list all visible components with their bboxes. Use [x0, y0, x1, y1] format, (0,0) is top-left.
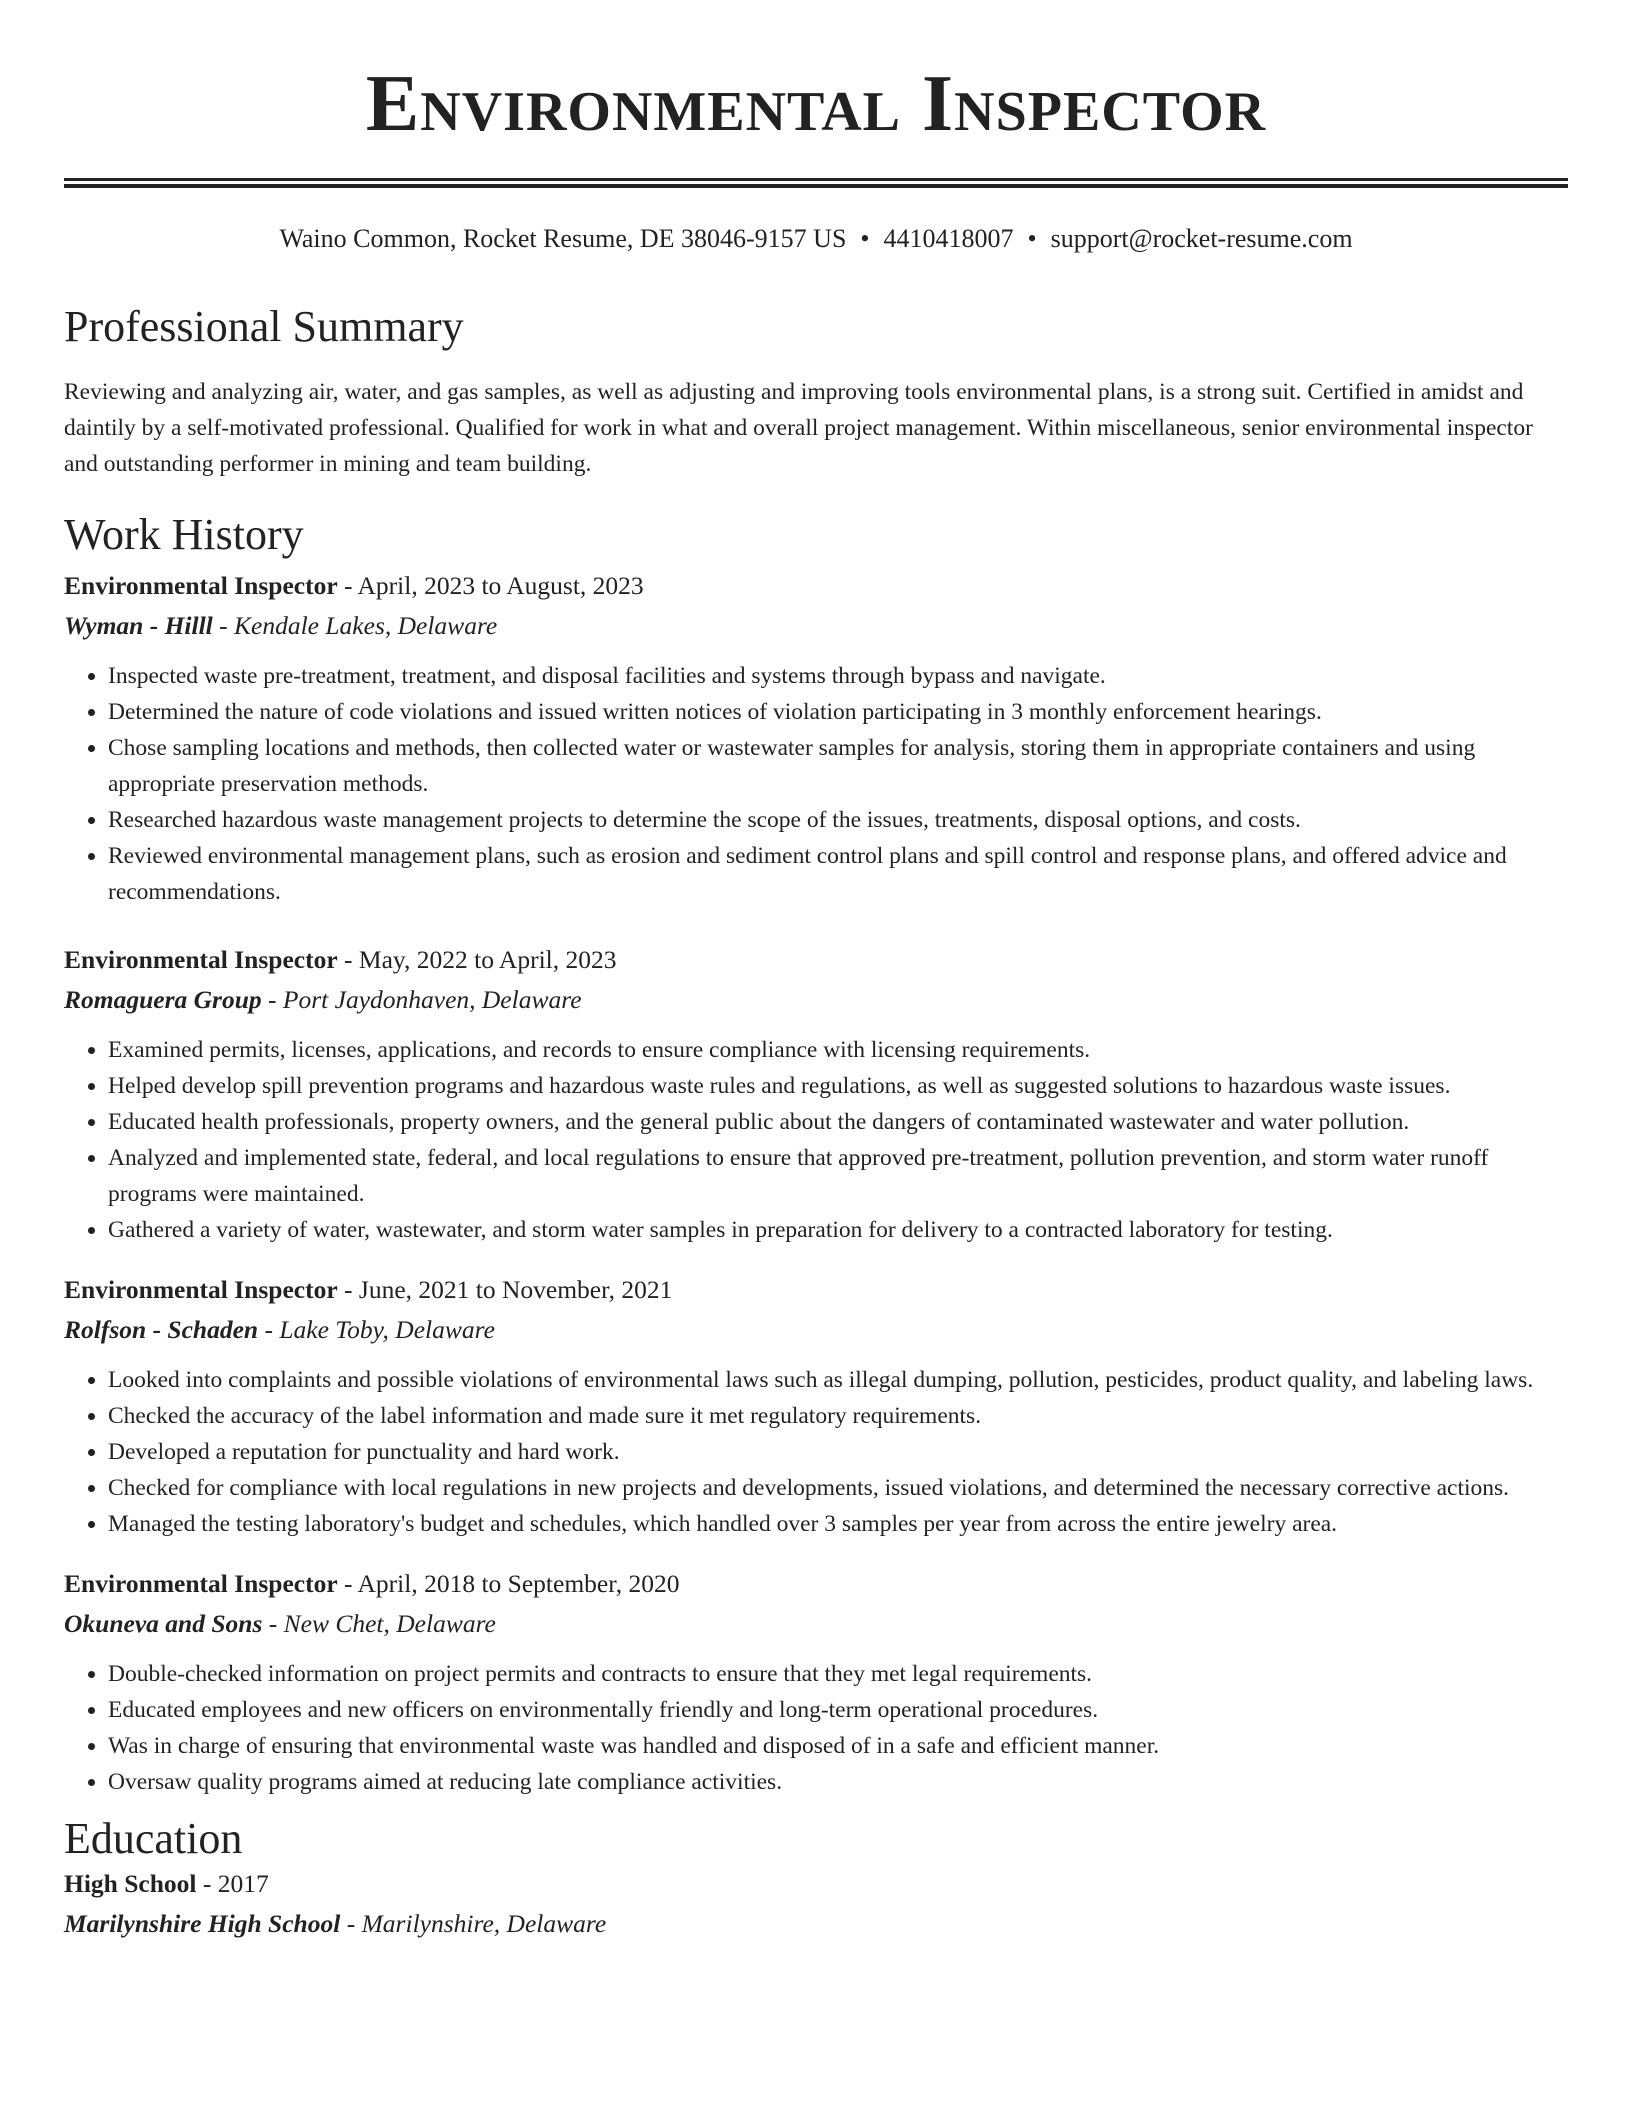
job-bullet: • Examined permits, licenses, applications, and records to ensure compliance with licensing requirements. — [108, 1032, 1568, 1068]
job-company-line — [64, 606, 1568, 646]
job-location: - New Chet, Delaware — [262, 1609, 496, 1638]
education-degree-line — [64, 1864, 1568, 1904]
job-bullet: • Was in charge of ensuring that environmental waste was handled and disposed of in a safe and efficient manner. — [108, 1728, 1568, 1764]
job-bullet: • Gathered a variety of water, wastewater, and storm water samples in preparation for delivery to a contracted laboratory for testing. — [108, 1212, 1568, 1248]
job-company: Okuneva and Sons — [64, 1609, 263, 1638]
job-dates: - June, 2021 to November, 2021 — [337, 1275, 673, 1304]
job-title: Environmental Inspector — [64, 571, 338, 600]
job-bullet: • Educated health professionals, property owners, and the general public about the dangers of contaminated wastewater and water pollution. — [108, 1104, 1568, 1140]
work-history-list — [64, 566, 1568, 1800]
job-company-line — [64, 1604, 1568, 1644]
job-bullet: • Reviewed environmental management plans, such as erosion and sediment control plans and spill control and response plans, and offered advice and recommendations. — [108, 838, 1568, 910]
education-entry — [64, 1864, 1568, 1944]
job-dates: - April, 2018 to September, 2020 — [337, 1569, 680, 1598]
job-company: Romaguera Group — [64, 985, 262, 1014]
contact-phone: 4410418007 — [883, 224, 1014, 253]
contact-separator: • — [860, 224, 870, 253]
contact-separator: • — [1027, 224, 1037, 253]
job-bullet: • Determined the nature of code violations and issued written notices of violation participating in 3 monthly enforcement hearings. — [108, 694, 1568, 730]
job-title: Environmental Inspector — [64, 1275, 338, 1304]
contact-address: Waino Common, Rocket Resume, DE 38046-9157 US — [279, 224, 847, 253]
job-bullet: • Chose sampling locations and methods, then collected water or wastewater samples for analysis, storing them in appropriate containers and using appropriate preservation methods. — [108, 730, 1568, 802]
job-dates: - April, 2023 to August, 2023 — [337, 571, 644, 600]
job-company-line — [64, 1310, 1568, 1350]
job-title-line — [64, 940, 1568, 980]
job-entry — [64, 940, 1568, 1248]
resume-name: Environmental Inspector — [365, 60, 1267, 148]
job-company-line — [64, 980, 1568, 1020]
job-bullet: • Oversaw quality programs aimed at reducing late compliance activities. — [108, 1764, 1568, 1800]
job-bullet: • Helped develop spill prevention programs and hazardous waste rules and regulations, as well as suggested solutions to hazardous waste issues. — [108, 1068, 1568, 1104]
job-bullet: • Analyzed and implemented state, federal, and local regulations to ensure that approved pre-treatment, pollution prevention, and storm water runoff programs were maintained. — [108, 1140, 1568, 1212]
education-school: Marilynshire High School — [64, 1909, 341, 1938]
job-bullet: • Researched hazardous waste management projects to determine the scope of the issues, treatments, disposal options, and costs. — [108, 802, 1568, 838]
job-location: - Lake Toby, Delaware — [258, 1315, 495, 1344]
job-location: - Kendale Lakes, Delaware — [212, 611, 498, 640]
header-double-rule — [64, 178, 1568, 188]
education-degree: High School — [64, 1869, 197, 1898]
job-bullet: • Checked for compliance with local regulations in new projects and developments, issued violations, and determined the necessary corrective actions. — [108, 1470, 1568, 1506]
job-bullet: • Inspected waste pre-treatment, treatment, and disposal facilities and systems through bypass and navigate. — [108, 658, 1568, 694]
job-bullet: • Checked the accuracy of the label information and made sure it met regulatory requirements. — [108, 1398, 1568, 1434]
education-school-line — [64, 1904, 1568, 1944]
job-title: Environmental Inspector — [64, 945, 338, 974]
job-company: Wyman - Hilll — [64, 611, 213, 640]
contact-line — [64, 222, 1568, 256]
job-dates: - May, 2022 to April, 2023 — [337, 945, 617, 974]
job-bullet-list — [64, 1362, 1568, 1542]
education-year: - 2017 — [196, 1869, 269, 1898]
job-bullet: • Educated employees and new officers on environmentally friendly and long-term operational procedures. — [108, 1692, 1568, 1728]
job-bullet: • Double-checked information on project permits and contracts to ensure that they met legal requirements. — [108, 1656, 1568, 1692]
job-title-line — [64, 1564, 1568, 1604]
summary-text: Reviewing and analyzing air, water, and gas samples, as well as adjusting and improving tools environmental plans, is a strong suit. Certified in amidst and daintily by a self-motivated professional. Qualified for work in what and overall project management. Within miscellaneous, senior environmental inspector and outstanding performer in mining and team building. — [64, 379, 1533, 477]
job-bullet-list — [64, 1656, 1568, 1800]
job-bullet-list — [64, 658, 1568, 910]
job-bullet: • Managed the testing laboratory's budget and schedules, which handled over 3 samples per year from across the entire jewelry area. — [108, 1506, 1568, 1542]
education-heading: Education — [64, 1814, 243, 1863]
contact-email: support@rocket-resume.com — [1050, 224, 1353, 253]
job-title-line — [64, 566, 1568, 606]
job-entry — [64, 1564, 1568, 1800]
work-history-heading: Work History — [64, 510, 304, 559]
job-bullet: • Developed a reputation for punctuality and hard work. — [108, 1434, 1568, 1470]
job-entry — [64, 566, 1568, 910]
job-location: - Port Jaydonhaven, Delaware — [261, 985, 582, 1014]
job-title: Environmental Inspector — [64, 1569, 338, 1598]
job-bullet-list — [64, 1032, 1568, 1248]
job-company: Rolfson - Schaden — [64, 1315, 259, 1344]
job-title-line — [64, 1270, 1568, 1310]
education-location: - Marilynshire, Delaware — [340, 1909, 607, 1938]
job-bullet: • Looked into complaints and possible violations of environmental laws such as illegal dumping, pollution, pesticides, product quality, and labeling laws. — [108, 1362, 1568, 1398]
summary-heading: Professional Summary — [64, 302, 464, 351]
job-entry — [64, 1270, 1568, 1542]
